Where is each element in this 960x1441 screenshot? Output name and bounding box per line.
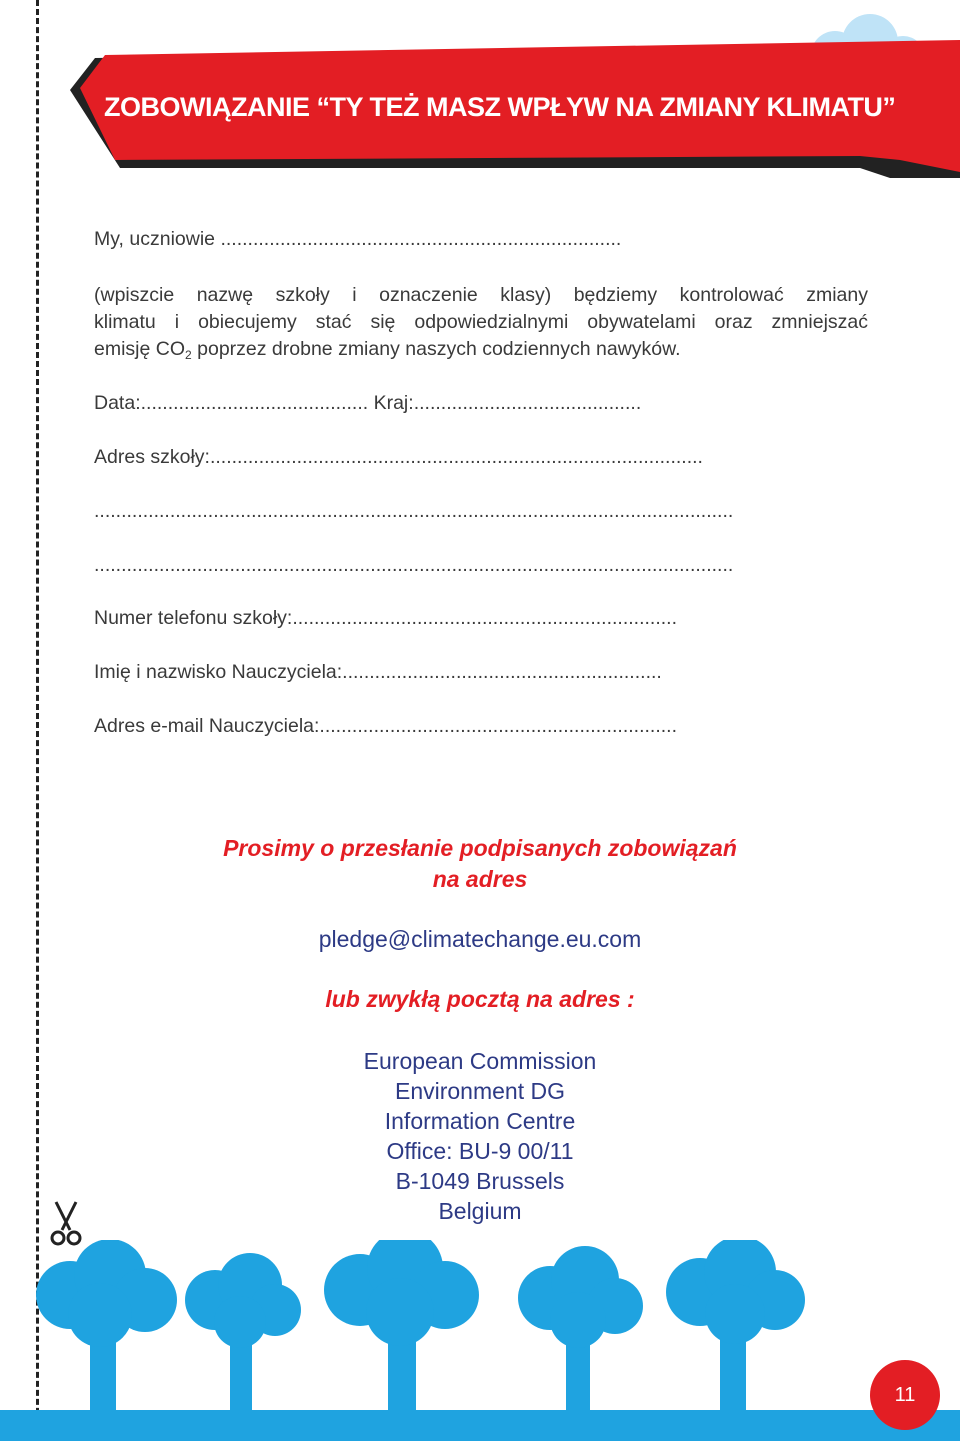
pledge-email[interactable]: pledge@climatechange.eu.com xyxy=(318,926,642,952)
school-address-label: Adres szkoły: xyxy=(94,446,210,468)
we-students-dots[interactable]: .......................................................................... xyxy=(220,228,622,250)
school-phone-label: Numer telefonu szkoły: xyxy=(94,607,293,629)
date-country-line xyxy=(94,392,641,415)
send-request-line2: na adres xyxy=(432,866,528,892)
address-line: Environment DG xyxy=(394,1078,565,1104)
tree-icon xyxy=(666,1240,805,1420)
we-students-line: My, uczniowie .......................................................................... xyxy=(94,228,622,250)
co2-line: emisję $CO_2$ poprzez drobne zmiany naszych codziennych nawyków. xyxy=(94,338,681,362)
school-address-line xyxy=(94,446,703,469)
tree-row xyxy=(0,1240,960,1441)
school-phone-field[interactable]: ....................................................................... xyxy=(292,607,678,629)
teacher-name-field[interactable]: ........................................................... xyxy=(342,661,662,683)
school-address-field[interactable]: ........................................................................................... xyxy=(209,446,703,468)
page-title: ZOBOWIĄZANIE “TY TEŻ MASZ WPŁYW NA ZMIANY KLIMATU” xyxy=(104,92,896,122)
postal-address xyxy=(0,1046,960,1226)
tree-icon xyxy=(518,1246,643,1420)
teacher-name-label: Imię i nazwisko Nauczyciela: xyxy=(94,661,343,683)
teacher-email-line xyxy=(94,715,677,738)
address-line: Information Centre xyxy=(384,1108,576,1134)
country-field[interactable]: .......................................... xyxy=(413,392,642,414)
school-address-line-3[interactable]: ...................................................................................................................... xyxy=(94,554,734,576)
or-post-label: lub zwykłą pocztą na adres : xyxy=(325,986,635,1012)
school-address-line-2[interactable]: ...................................................................................................................... xyxy=(94,500,734,522)
address-line: European Commission xyxy=(363,1048,597,1074)
teacher-email-label: Adres e-mail Nauczyciela: xyxy=(94,715,320,737)
tree-icon xyxy=(185,1253,301,1420)
pledge-paragraph: (wpiszcie nazwę szkoły i oznaczenie klasy) będziemy kontrolować zmiany klimatu i obiecujemy stać się odpowiedzialnymi obywatelami oraz zmniejszać emisję $CO_2$ poprzez drobne zmiany naszych codziennych nawyków. xyxy=(94,282,868,369)
address-line: Office: BU-9 00/11 xyxy=(386,1138,574,1164)
date-label: Data: xyxy=(94,392,141,414)
date-field[interactable]: .......................................... xyxy=(140,392,369,414)
page-number: 11 xyxy=(870,1360,940,1430)
address-line: Belgium xyxy=(438,1198,522,1224)
send-request xyxy=(0,835,960,893)
tree-icon xyxy=(324,1240,479,1420)
teacher-name-line xyxy=(94,661,662,684)
country-label: Kraj: xyxy=(373,392,414,414)
school-phone-line xyxy=(94,607,677,630)
send-request-line1: Prosimy o przesłanie podpisanych zobowiązań xyxy=(223,835,737,861)
teacher-email-field[interactable]: .................................................................. xyxy=(319,715,677,737)
tree-icon xyxy=(36,1240,177,1420)
address-line: B-1049 Brussels xyxy=(395,1168,565,1194)
